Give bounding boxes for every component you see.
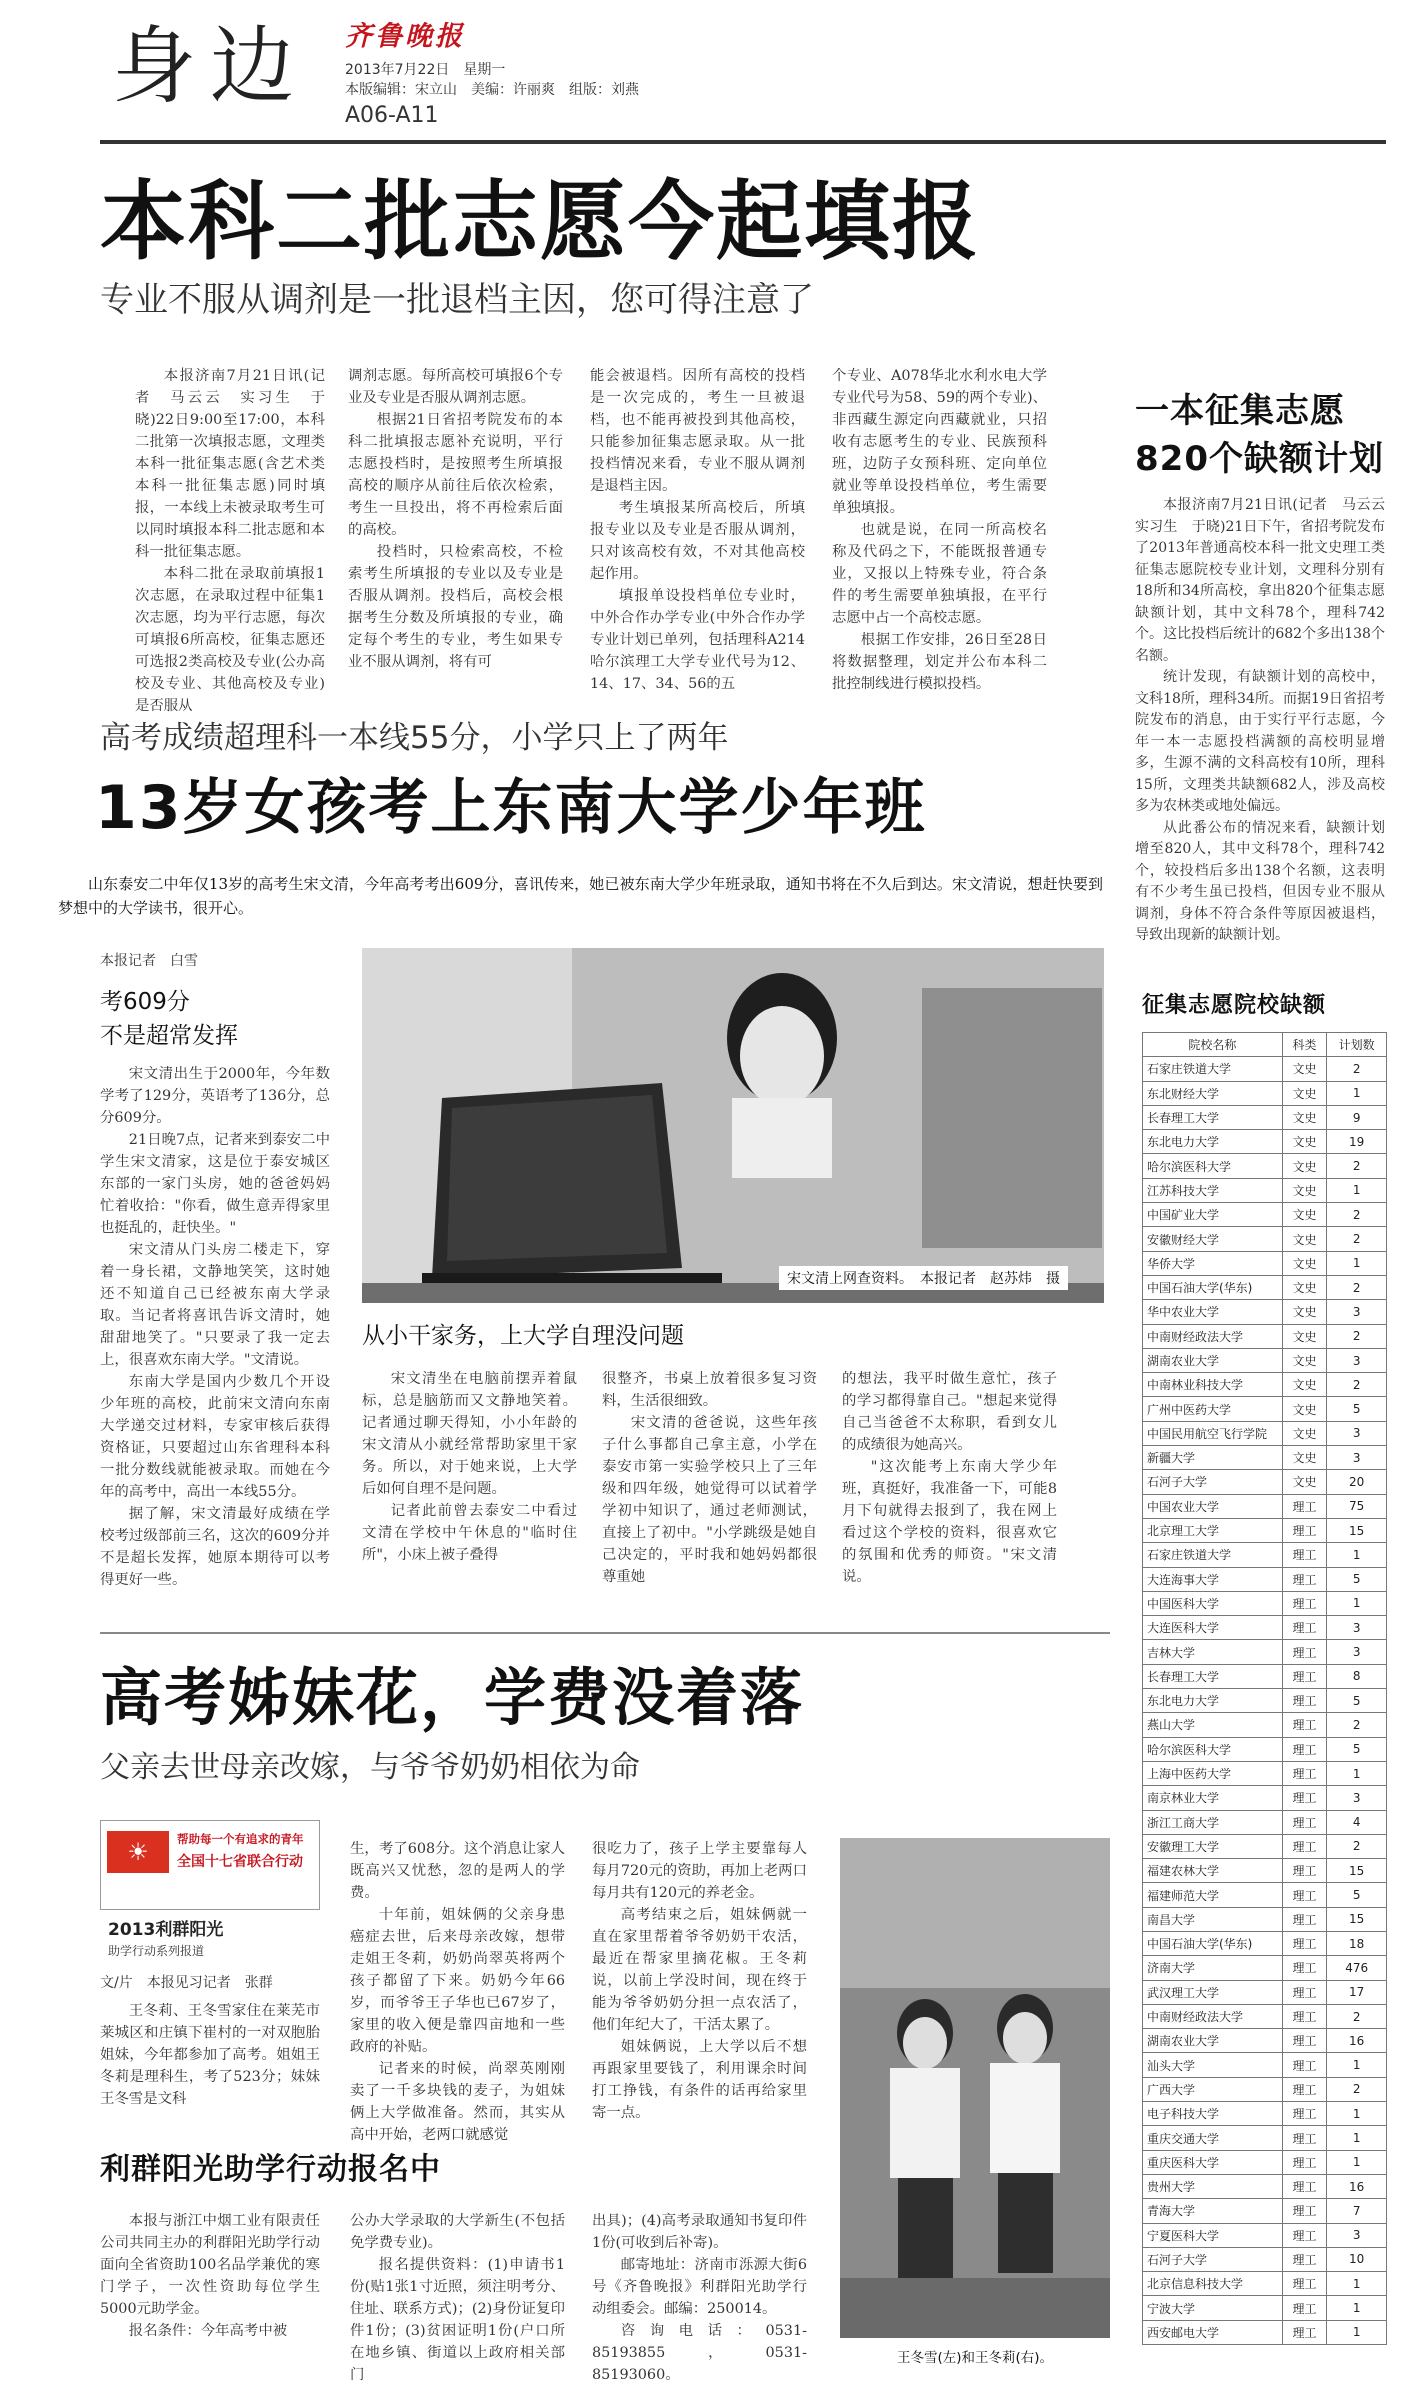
- category-cell: 文史: [1282, 1324, 1327, 1348]
- newspaper-logo: 齐鲁晚报: [345, 21, 465, 52]
- quota-cell: 1: [1327, 1178, 1387, 1202]
- category-cell: 文史: [1282, 1470, 1327, 1494]
- girl-column-2: 宋文清坐在电脑前摆弄着鼠标，总是脑筋而又文静地笑着。记者通过聊天得知，小小年龄的宋文清从小就经常帮助家里干家务。所以，对于她来说，上大学后如何自理不是问题。 记者此前曾去泰安二中看过文清在学校中午休息的"临时住所"，小床上被子叠得: [362, 1371, 577, 1563]
- category-cell: 理工: [1282, 1907, 1327, 1931]
- quota-cell: 2: [1327, 2004, 1387, 2028]
- quota-cell: 5: [1327, 1883, 1387, 1907]
- girl-column-1: 宋文清出生于2000年，今年数学考了129分，英语考了136分，总分609分。 21日晚7点，记者来到泰安二中学生宋文清家，这是位于泰安城区东部的一家门头房，她的爸爸妈妈忙着收拾："你看，做生意弄得家里也挺乱的，赶快坐。" 宋文清从门头房二楼走下，穿着一身长裙，文静地笑笑，这时她还不知道自己已经被东南大学录取。当记者将喜讯告诉文清时，她甜甜地笑了。"只要录了我一定去上，很喜欢东南大学。"文清说。 东南大学是国内少数几个开设少年班的高校，此前宋文清向东南大学递交过材料，专家审核后获得资格证，只要超过山东省理科本科一批分数线就能被录取。而她在今年的高考中，高出一本线55分。 据了解，宋文清最好成绩在学校考过级部前三名，这次的609分并不是超长发挥，她原本期待可以考得更好一些。: [100, 1066, 330, 1588]
- girl-column-3: 很整齐，书桌上放着很多复习资料，生活很细致。 宋文清的爸爸说，这些年孩子什么事都自己拿主意，小学在泰安市第一实验学校只上了三年级和四年级，她觉得可以试着学学初中知识了，通过老师测试，直接上了初中。"小学跳级是她自己决定的，平时我和她妈妈都很尊重她: [602, 1371, 817, 1585]
- table-row: [1143, 1421, 1387, 1445]
- table-row: [1143, 1664, 1387, 1688]
- table-row: [1143, 2004, 1387, 2028]
- school-name-cell: 湖南农业大学: [1143, 2029, 1283, 2053]
- school-name-cell: 浙江工商大学: [1143, 1810, 1283, 1834]
- quota-cell: 15: [1327, 1907, 1387, 1931]
- category-cell: 文史: [1282, 1154, 1327, 1178]
- table-row: [1143, 1956, 1387, 1980]
- table-row: [1143, 1786, 1387, 1810]
- school-name-cell: 中南财经政法大学: [1143, 2004, 1283, 2028]
- school-name-cell: 重庆交通大学: [1143, 2126, 1283, 2150]
- school-name-cell: 长春理工大学: [1143, 1105, 1283, 1129]
- category-cell: 理工: [1282, 1713, 1327, 1737]
- category-cell: 理工: [1282, 2053, 1327, 2077]
- section-title: 身边: [112, 17, 309, 115]
- table-row: [1143, 1203, 1387, 1227]
- quota-cell: 2: [1327, 1203, 1387, 1227]
- girl-photo-caption: 宋文清上网查资料。 本报记者 赵苏炜 摄: [779, 1266, 1068, 1290]
- quota-cell: 15: [1327, 1518, 1387, 1542]
- quota-cell: 1: [1327, 2296, 1387, 2320]
- category-cell: 理工: [1282, 1737, 1327, 1761]
- category-cell: 理工: [1282, 2004, 1327, 2028]
- vacancy-table-title: 征集志愿院校缺额: [1142, 993, 1327, 1018]
- girl-subhead-1a: 考609分: [100, 989, 190, 1015]
- table-row: [1143, 1178, 1387, 1202]
- girl-subhead-1b: 不是超常发挥: [100, 1023, 238, 1049]
- column-header: 科类: [1282, 1033, 1327, 1057]
- category-cell: 理工: [1282, 1980, 1327, 2004]
- school-name-cell: 安徽理工大学: [1143, 1834, 1283, 1858]
- school-name-cell: 上海中医药大学: [1143, 1761, 1283, 1785]
- category-cell: 理工: [1282, 1567, 1327, 1591]
- quota-cell: 1: [1327, 2272, 1387, 2296]
- category-cell: 理工: [1282, 1664, 1327, 1688]
- column-header: 计划数: [1327, 1033, 1387, 1057]
- table-row: [1143, 1275, 1387, 1299]
- table-row: [1143, 2174, 1387, 2198]
- table-row: [1143, 1348, 1387, 1372]
- category-cell: 文史: [1282, 1300, 1327, 1324]
- table-row: [1143, 2320, 1387, 2344]
- table-row: [1143, 1324, 1387, 1348]
- category-cell: 理工: [1282, 2102, 1327, 2126]
- school-name-cell: 南昌大学: [1143, 1907, 1283, 1931]
- school-name-cell: 福建师范大学: [1143, 1883, 1283, 1907]
- main-subheadline: 专业不服从调剂是一批退档主因，您可得注意了: [100, 280, 814, 320]
- quota-cell: 75: [1327, 1494, 1387, 1518]
- sunshine-icon: ☀: [107, 1831, 169, 1873]
- school-name-cell: 济南大学: [1143, 1956, 1283, 1980]
- category-cell: 理工: [1282, 1640, 1327, 1664]
- category-cell: 理工: [1282, 2126, 1327, 2150]
- quota-cell: 1: [1327, 1543, 1387, 1567]
- school-name-cell: 哈尔滨医科大学: [1143, 1154, 1283, 1178]
- quota-cell: 2: [1327, 2077, 1387, 2101]
- main-headline: 本科二批志愿今起填报: [100, 172, 980, 272]
- table-header-row: [1143, 1033, 1387, 1057]
- school-name-cell: 汕头大学: [1143, 2053, 1283, 2077]
- category-cell: 理工: [1282, 2272, 1327, 2296]
- table-row: [1143, 1397, 1387, 1421]
- category-cell: 理工: [1282, 1883, 1327, 1907]
- category-cell: 文史: [1282, 1421, 1327, 1445]
- table-row: [1143, 1081, 1387, 1105]
- table-row: [1143, 2150, 1387, 2174]
- table-row: [1143, 1105, 1387, 1129]
- girl-photo: [362, 948, 1104, 1303]
- quota-cell: 2: [1327, 1324, 1387, 1348]
- school-name-cell: 南京林业大学: [1143, 1786, 1283, 1810]
- school-name-cell: 华中农业大学: [1143, 1300, 1283, 1324]
- table-row: [1143, 1251, 1387, 1275]
- campaign-title: 2013利群阳光: [108, 1920, 224, 1940]
- quota-cell: 2: [1327, 1373, 1387, 1397]
- quota-cell: 4: [1327, 1810, 1387, 1834]
- quota-cell: 1: [1327, 1081, 1387, 1105]
- category-cell: 理工: [1282, 2174, 1327, 2198]
- quota-cell: 1: [1327, 2102, 1387, 2126]
- main-column-3: 能会被退档。因所有高校的投档是一次完成的，考生一旦被退档，也不能再被投到其他高校，只能参加征集志愿录取。从一批投档情况来看，专业不服从调剂是退档主因。 考生填报某所高校后，所填报专业以及专业是否服从调剂，只对该高校有效，不对其他高校起作用。 填报单设投档单位专业时，中外合作办学专业(中外合作办学专业计划已单列，包括理科A214哈尔滨理工大学专业代号为12、14、17、34、56的五: [590, 368, 805, 692]
- school-name-cell: 宁夏医科大学: [1143, 2223, 1283, 2247]
- school-name-cell: 燕山大学: [1143, 1713, 1283, 1737]
- category-cell: 文史: [1282, 1130, 1327, 1154]
- category-cell: 文史: [1282, 1446, 1327, 1470]
- school-name-cell: 宁波大学: [1143, 2296, 1283, 2320]
- quota-cell: 3: [1327, 1786, 1387, 1810]
- quota-cell: 1: [1327, 2126, 1387, 2150]
- school-name-cell: 武汉理工大学: [1143, 1980, 1283, 2004]
- main-column-4: 个专业、A078华北水利水电大学专业代号为58、59的两个专业)、非西藏生源定向西藏就业，只招收有志愿考生的专业、民族预科班，边防子女预科班、定向单位就业等单设投档单位，考生需要单独填报。 也就是说，在同一所高校名称及代码之下，不能既报普通专业，又报以上特殊专业，符合条件的考生需要单独填报，在平行志愿中占一个高校志愿。 根据工作安排，26日至28日将数据整理，划定并公布本科二批控制线进行模拟投档。: [832, 368, 1047, 692]
- quota-cell: 1: [1327, 1591, 1387, 1615]
- side-story-text: 本报济南7月21日讯(记者 马云云 实习生 于晓)21日下午，省招考院发布了2013年普通高校本科一批文史理工类征集志愿院校专业计划，文理科分别有18所和34所高校，拿出820个征集志愿缺额计划，其中文科78个，理科742个。这比投档后统计的682个多出138个名额。 统计发现，有缺额计划的高校中，文科18所，理科34所。而据19日省招考院发布的消息，由于实行平行志愿，今年一本一志愿投档满额的高校明显增多，生源不满的文科高校有10所，理科15所，文理类共缺额682人，涉及高校多为农林类或地处偏远。 从此番公布的情况来看，缺额计划增至820人，其中文科78个，理科742个，较投档后多出138个名额，这表明有不少考生虽已投档，但因专业不服从调剂，身体不符合条件等原因被退档，导致出现新的缺额计划。: [1135, 497, 1399, 943]
- quota-cell: 2: [1327, 1834, 1387, 1858]
- column-header: 院校名称: [1143, 1033, 1283, 1057]
- table-row: [1143, 2296, 1387, 2320]
- school-name-cell: 贵州大学: [1143, 2174, 1283, 2198]
- school-name-cell: 中南财经政法大学: [1143, 1324, 1283, 1348]
- quota-cell: 2: [1327, 1713, 1387, 1737]
- category-cell: 理工: [1282, 1956, 1327, 1980]
- school-name-cell: 中国石油大学(华东): [1143, 1275, 1283, 1299]
- girl-at-laptop-image: [362, 948, 1104, 1303]
- quota-cell: 1: [1327, 2150, 1387, 2174]
- school-name-cell: 中国农业大学: [1143, 1494, 1283, 1518]
- table-row: [1143, 1446, 1387, 1470]
- page-range: A06-A11: [345, 103, 439, 128]
- school-name-cell: 中国石油大学(华东): [1143, 1931, 1283, 1955]
- quota-cell: 2: [1327, 1057, 1387, 1081]
- table-row: [1143, 1373, 1387, 1397]
- side-headline-2: 820个缺额计划: [1135, 439, 1384, 479]
- category-cell: 理工: [1282, 2029, 1327, 2053]
- campaign-subhead: 利群阳光助学行动报名中: [100, 2152, 441, 2187]
- table-row: [1143, 2247, 1387, 2271]
- table-row: [1143, 1834, 1387, 1858]
- category-cell: 理工: [1282, 1518, 1327, 1542]
- school-name-cell: 东北电力大学: [1143, 1130, 1283, 1154]
- table-row: [1143, 1859, 1387, 1883]
- category-cell: 文史: [1282, 1203, 1327, 1227]
- section-divider: [100, 1632, 1110, 1634]
- school-name-cell: 中南林业科技大学: [1143, 1373, 1283, 1397]
- school-name-cell: 福建农林大学: [1143, 1859, 1283, 1883]
- category-cell: 理工: [1282, 2077, 1327, 2101]
- table-row: [1143, 1130, 1387, 1154]
- quota-cell: 19: [1327, 1130, 1387, 1154]
- twins-subheadline: 父亲去世母亲改嫁，与爷爷奶奶相依为命: [100, 1750, 640, 1785]
- quota-cell: 2: [1327, 1154, 1387, 1178]
- quota-cell: 5: [1327, 1567, 1387, 1591]
- table-row: [1143, 1689, 1387, 1713]
- school-name-cell: 东北财经大学: [1143, 1081, 1283, 1105]
- twins-photo-caption: 王冬雪(左)和王冬莉(右)。: [840, 2338, 1110, 2378]
- girl-column-4: 的想法，我平时做生意忙，孩子的学习都得靠自己。"想起来觉得自己当爸爸不太称职，看到女儿的成绩很为她高兴。 "这次能考上东南大学少年班，真挺好，我准备一下，可能8月下旬就得去报到了，我在网上看过这个学校的资料，很喜欢它的氛围和优秀的师资。"宋文清说。: [842, 1371, 1057, 1585]
- category-cell: 文史: [1282, 1348, 1327, 1372]
- category-cell: 理工: [1282, 2320, 1327, 2344]
- table-row: [1143, 2053, 1387, 2077]
- quota-cell: 17: [1327, 1980, 1387, 2004]
- school-name-cell: 东北电力大学: [1143, 1689, 1283, 1713]
- table-row: [1143, 2077, 1387, 2101]
- quota-cell: 10: [1327, 2247, 1387, 2271]
- table-row: [1143, 1543, 1387, 1567]
- girl-byline: 本报记者 白雪: [100, 953, 198, 969]
- school-name-cell: 哈尔滨医科大学: [1143, 1737, 1283, 1761]
- table-row: [1143, 2223, 1387, 2247]
- school-name-cell: 江苏科技大学: [1143, 1178, 1283, 1202]
- table-row: [1143, 2102, 1387, 2126]
- issue-meta: [345, 60, 639, 100]
- table-row: [1143, 1737, 1387, 1761]
- category-cell: 理工: [1282, 2199, 1327, 2223]
- school-name-cell: 重庆医科大学: [1143, 2150, 1283, 2174]
- school-name-cell: 石家庄铁道大学: [1143, 1057, 1283, 1081]
- quota-cell: 16: [1327, 2029, 1387, 2053]
- twins-headline: 高考姊妹花，学费没着落: [100, 1661, 805, 1734]
- table-row: [1143, 1616, 1387, 1640]
- quota-cell: 3: [1327, 1446, 1387, 1470]
- twins-byline: 文/片 本报见习记者 张群: [100, 1975, 273, 1991]
- table-row: [1143, 1591, 1387, 1615]
- quota-cell: 1: [1327, 2320, 1387, 2344]
- school-name-cell: 电子科技大学: [1143, 2102, 1283, 2126]
- quota-cell: 9: [1327, 1105, 1387, 1129]
- category-cell: 理工: [1282, 2296, 1327, 2320]
- quota-cell: 20: [1327, 1470, 1387, 1494]
- category-cell: 文史: [1282, 1057, 1327, 1081]
- main-column-1: 本报济南7月21日讯(记者 马云云 实习生 于晓)22日9:00至17:00，本科二批第一次填报志愿，文理类本科一批征集志愿(含艺术类本科一批征集志愿)同时填报，一本线上未被录取考生可以同时填报本科二批志愿和本科一批征集志愿。 本科二批在录取前填报1次志愿，在录取过程中征集1次志愿，均为平行志愿，每次可填报6所高校，征集志愿还可选报2类高校及专业(公办高校及专业、其他高校及专业)是否服从: [135, 368, 325, 714]
- campaign-subtitle: 助学行动系列报道: [108, 1944, 205, 1958]
- category-cell: 理工: [1282, 1931, 1327, 1955]
- school-name-cell: 青海大学: [1143, 2199, 1283, 2223]
- table-row: [1143, 1227, 1387, 1251]
- category-cell: 文史: [1282, 1397, 1327, 1421]
- school-name-cell: 大连医科大学: [1143, 1616, 1283, 1640]
- category-cell: 理工: [1282, 1810, 1327, 1834]
- twins-column-3: 很吃力了，孩子上学主要靠每人每月720元的资助，再加上老两口每月共有120元的养老金。 高考结束之后，姐妹俩就一直在家里帮着爷爷奶奶干农活，最近在帮家里摘花椒。王冬莉说，以前上学没时间，现在终于能为爷爷奶奶分担一点农活了，他们年纪大了，干活太累了。 姐妹俩说，上大学以后不想再跟家里要钱了，利用课余时间打工挣钱，有条件的话再给家里寄一点。: [592, 1841, 807, 2121]
- twins-photo: [840, 1838, 1110, 2378]
- table-row: [1143, 1931, 1387, 1955]
- issue-date: 2013年7月22日 星期一: [345, 62, 506, 78]
- quota-cell: 3: [1327, 1616, 1387, 1640]
- quota-cell: 2: [1327, 1227, 1387, 1251]
- school-name-cell: 石河子大学: [1143, 2247, 1283, 2271]
- category-cell: 理工: [1282, 2150, 1327, 2174]
- quota-cell: 3: [1327, 1421, 1387, 1445]
- category-cell: 理工: [1282, 1859, 1327, 1883]
- school-name-cell: 广西大学: [1143, 2077, 1283, 2101]
- table-row: [1143, 2029, 1387, 2053]
- table-row: [1143, 2272, 1387, 2296]
- table-row: [1143, 1470, 1387, 1494]
- school-name-cell: 中国矿业大学: [1143, 1203, 1283, 1227]
- quota-cell: 1: [1327, 1761, 1387, 1785]
- table-row: [1143, 1810, 1387, 1834]
- editor-credits: 本版编辑：宋立山 美编：许丽爽 组版：刘燕: [345, 82, 639, 98]
- school-name-cell: 吉林大学: [1143, 1640, 1283, 1664]
- table-row: [1143, 1907, 1387, 1931]
- girl-kicker: 高考成绩超理科一本线55分，小学只上了两年: [100, 720, 729, 756]
- school-name-cell: 华侨大学: [1143, 1251, 1283, 1275]
- table-row: [1143, 1883, 1387, 1907]
- category-cell: 理工: [1282, 1543, 1327, 1567]
- table-row: [1143, 1518, 1387, 1542]
- quota-cell: 3: [1327, 1640, 1387, 1664]
- quota-cell: 7: [1327, 2199, 1387, 2223]
- category-cell: 理工: [1282, 1494, 1327, 1518]
- twin-sisters-image: [840, 1838, 1110, 2338]
- table-row: [1143, 1300, 1387, 1324]
- school-name-cell: 中国民用航空飞行学院: [1143, 1421, 1283, 1445]
- quota-cell: 5: [1327, 1689, 1387, 1713]
- table-row: [1143, 1567, 1387, 1591]
- girl-subhead-2: 从小干家务，上大学自理没问题: [362, 1323, 684, 1349]
- category-cell: 文史: [1282, 1081, 1327, 1105]
- category-cell: 文史: [1282, 1275, 1327, 1299]
- quota-cell: 8: [1327, 1664, 1387, 1688]
- quota-cell: 18: [1327, 1931, 1387, 1955]
- table-row: [1143, 1154, 1387, 1178]
- school-name-cell: 湖南农业大学: [1143, 1348, 1283, 1372]
- category-cell: 理工: [1282, 1834, 1327, 1858]
- campaign-column-3: 出具)；(4)高考录取通知书复印件1份(可收到后补寄)。 邮寄地址：济南市泺源大街6号《齐鲁晚报》利群阳光助学行动组委会。邮编：250014。 咨询电话：0531-85193855，0531-85193060。: [592, 2213, 807, 2383]
- table-row: [1143, 1057, 1387, 1081]
- campaign-column-1: 本报与浙江中烟工业有限责任公司共同主办的利群阳光助学行动面向全省资助100名品学兼优的寒门学子，一次性资助每位学生5000元助学金。 报名条件：今年高考中被: [100, 2213, 320, 2339]
- side-headline-1: 一本征集志愿: [1135, 391, 1345, 431]
- school-name-cell: 北京理工大学: [1143, 1518, 1283, 1542]
- category-cell: 理工: [1282, 2247, 1327, 2271]
- category-cell: 理工: [1282, 1591, 1327, 1615]
- campaign-logo: ☀ 帮助每一个有追求的青年 全国十七省联合行动: [100, 1820, 320, 1910]
- school-name-cell: 石河子大学: [1143, 1470, 1283, 1494]
- girl-lead: 山东泰安二中年仅13岁的高考生宋文清，今年高考考出609分，喜讯传来，她已被东南大学少年班录取，通知书将在不久后到达。宋文清说，想赶快要到梦想中的大学读书，很开心。: [58, 875, 1103, 917]
- quota-cell: 3: [1327, 1300, 1387, 1324]
- school-name-cell: 安徽财经大学: [1143, 1227, 1283, 1251]
- quota-cell: 3: [1327, 1348, 1387, 1372]
- table-row: [1143, 1761, 1387, 1785]
- category-cell: 文史: [1282, 1251, 1327, 1275]
- quota-cell: 5: [1327, 1737, 1387, 1761]
- category-cell: 理工: [1282, 1786, 1327, 1810]
- school-name-cell: 石家庄铁道大学: [1143, 1543, 1283, 1567]
- school-name-cell: 大连海事大学: [1143, 1567, 1283, 1591]
- girl-headline: 13岁女孩考上东南大学少年班: [95, 773, 927, 843]
- school-name-cell: 西安邮电大学: [1143, 2320, 1283, 2344]
- quota-cell: 2: [1327, 1275, 1387, 1299]
- quota-cell: 5: [1327, 1397, 1387, 1421]
- school-name-cell: 新疆大学: [1143, 1446, 1283, 1470]
- category-cell: 文史: [1282, 1373, 1327, 1397]
- quota-cell: 3: [1327, 2223, 1387, 2247]
- table-row: [1143, 1640, 1387, 1664]
- twins-column-1: 王冬莉、王冬雪家住在莱芜市莱城区和庄镇下崔村的一对双胞胎姐妹，今年都参加了高考。姐姐王冬莉是理科生，考了523分；妹妹王冬雪是文科: [100, 2003, 320, 2107]
- table-row: [1143, 1980, 1387, 2004]
- school-name-cell: 中国医科大学: [1143, 1591, 1283, 1615]
- category-cell: 文史: [1282, 1178, 1327, 1202]
- campaign-column-2: 公办大学录取的大学新生(不包括免学费专业)。 报名提供资料：(1)申请书1份(贴1张1寸近照，须注明考分、住址、联系方式)；(2)身份证复印件1份；(3)贫困证明1份(户口所在地乡镇、街道以上政府相关部门: [350, 2213, 565, 2383]
- quota-cell: 15: [1327, 1859, 1387, 1883]
- header-rule: [100, 140, 1386, 144]
- quota-cell: 1: [1327, 1251, 1387, 1275]
- category-cell: 理工: [1282, 1616, 1327, 1640]
- category-cell: 文史: [1282, 1105, 1327, 1129]
- table-row: [1143, 1713, 1387, 1737]
- category-cell: 理工: [1282, 2223, 1327, 2247]
- school-name-cell: 北京信息科技大学: [1143, 2272, 1283, 2296]
- category-cell: 文史: [1282, 1227, 1327, 1251]
- school-name-cell: 广州中医药大学: [1143, 1397, 1283, 1421]
- category-cell: 理工: [1282, 1761, 1327, 1785]
- quota-cell: 16: [1327, 2174, 1387, 2198]
- vacancy-table: [1142, 1032, 1387, 2345]
- school-name-cell: 长春理工大学: [1143, 1664, 1283, 1688]
- quota-cell: 1: [1327, 2053, 1387, 2077]
- twins-column-2: 生，考了608分。这个消息让家人既高兴又忧愁，忽的是两人的学费。 十年前，姐妹俩的父亲身患癌症去世，后来母亲改嫁，想带走姐王冬莉，奶奶尚翠英将两个孩子都留了下来。奶奶今年66岁，而爷爷王子华也已67岁了，家里的收入便是靠四亩地和一些政府的补贴。 记者来的时候，尚翠英刚刚卖了一千多块钱的麦子，为姐妹俩上大学做准备。然而，其实从高中开始，老两口就感觉: [350, 1841, 565, 2143]
- table-row: [1143, 2126, 1387, 2150]
- quota-cell: 476: [1327, 1956, 1387, 1980]
- category-cell: 理工: [1282, 1689, 1327, 1713]
- table-row: [1143, 1494, 1387, 1518]
- main-column-2: 调剂志愿。每所高校可填报6个专业及专业是否服从调剂志愿。 根据21日省招考院发布的本科二批填报志愿补充说明，平行志愿投档时，是按照考生所填报高校的顺序从前往后依次检索，考生一旦投出，将不再检索后面的高校。 投档时，只检索高校，不检索考生所填报的专业以及专业是否服从调剂。投档后，高校会根据考生分数及所填报的专业，确定每个考生的专业，考生如果专业不服从调剂，将有可: [348, 368, 563, 670]
- table-row: [1143, 2199, 1387, 2223]
